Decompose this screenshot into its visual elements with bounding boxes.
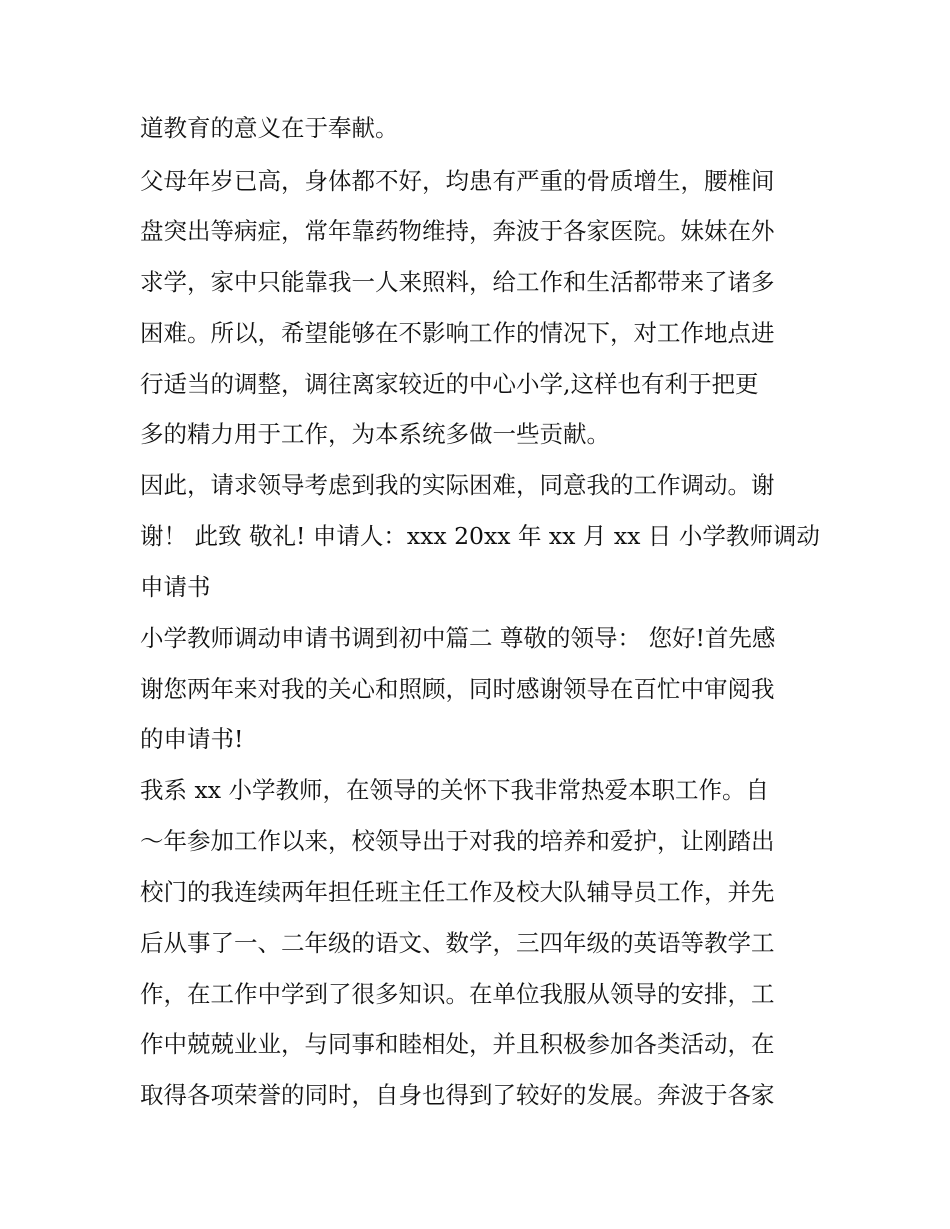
text-line: 盘突出等病症，常年靠药物维持，奔波于各家医院。妹妹在外: [140, 217, 775, 245]
text-line: 作，在工作中学到了很多知识。在单位我服从领导的安排，工: [140, 980, 775, 1008]
text-line: 道教育的意义在于奉献。: [140, 114, 399, 142]
text-line: 我系 xx 小学教师，在领导的关怀下我非常热爱本职工作。自: [140, 776, 769, 804]
text-line: 校门的我连续两年担任班主任工作及校大队辅导员工作，并先: [140, 878, 775, 906]
text-line: 多的精力用于工作，为本系统多做一些贡献。: [140, 420, 610, 448]
text-line: ～年参加工作以来，校领导出于对我的培养和爱护，让刚踏出: [140, 827, 775, 855]
text-line: 父母年岁已高，身体都不好，均患有严重的骨质增生，腰椎间: [140, 167, 775, 195]
text-line: 申请书: [140, 573, 211, 601]
text-line: 求学，家中只能靠我一人来照料，给工作和生活都带来了诸多: [140, 268, 775, 296]
text-line: 谢您两年来对我的关心和照顾，同时感谢领导在百忙中审阅我: [140, 675, 775, 703]
text-line: 因此，请求领导考虑到我的实际困难，同意我的工作调动。谢: [140, 471, 775, 499]
text-line: 小学教师调动申请书调到初中篇二 尊敬的领导： 您好!首先感: [140, 624, 776, 652]
text-line: 困难。所以，希望能够在不影响工作的情况下，对工作地点进: [140, 319, 775, 347]
text-line: 的申请书!: [140, 725, 244, 753]
text-line: 后从事了一、二年级的语文、数学，三四年级的英语等教学工: [140, 929, 775, 957]
text-line: 作中兢兢业业，与同事和睦相处，并且积极参加各类活动，在: [140, 1030, 775, 1058]
text-line: 行适当的调整，调往离家较近的中心小学,这样也有利于把更: [140, 370, 759, 398]
text-line: 谢！ 此致 敬礼! 申请人：xxx 20xx 年 xx 月 xx 日 小学教师调动: [140, 522, 820, 550]
text-line: 取得各项荣誉的同时，自身也得到了较好的发展。奔波于各家: [140, 1081, 775, 1109]
